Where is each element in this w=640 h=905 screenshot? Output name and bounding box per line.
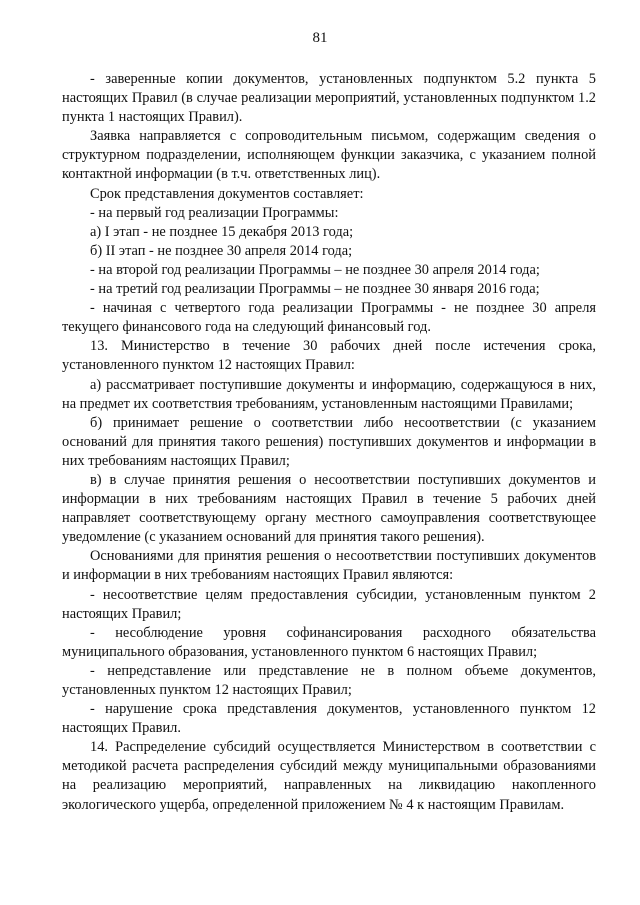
- list-item-year-1: - на первый год реализации Программы:: [90, 204, 339, 221]
- list-item-year-3: - на третий год реализации Программы – не позднее 30 января 2016 года;: [90, 281, 540, 298]
- paragraph-copies: - заверенные копии документов, установленных подпунктом 5.2 пункта 5 настоящих Правил (в случае реализации мероприятий, установленных подпунктом 1.2 пункта 1 настоящих Правил).: [62, 71, 596, 126]
- list-item-ground-1: - несоответствие целям предоставления субсидии, установленным пунктом 2 настоящих Правил;: [62, 586, 596, 622]
- list-item-ground-2: - несоблюдение уровня софинансирования расходного обязательства муниципального образования, установленного пунктом 6 настоящих Правил;: [62, 624, 596, 660]
- list-item-ground-3: - непредставление или представление не в полном объеме документов, установленных пунктом 12 настоящих Правил;: [62, 662, 596, 698]
- list-item-year-2: - на второй год реализации Программы – не позднее 30 апреля 2014 года;: [90, 261, 540, 278]
- paragraph-deadline-intro: Срок представления документов составляет:: [90, 185, 364, 202]
- paragraph-grounds: Основаниями для принятия решения о несоответствии поступивших документов и информации в них требованиям настоящих Правил являются:: [62, 548, 596, 584]
- list-item-stage-1: а) I этап - не позднее 15 декабря 2013 года;: [90, 223, 354, 240]
- list-item-13a: а) рассматривает поступившие документы и информацию, содержащуюся в них, на предмет их соответствия требованиям, установленным настоящими Правилами;: [62, 376, 596, 412]
- list-item-ground-4: - нарушение срока представления документов, установленного пунктом 12 настоящих Правил.: [62, 701, 596, 737]
- list-item-year-4: - начиная с четвертого года реализации Программы - не позднее 30 апреля текущего финансового года на следующий финансовый год.: [62, 300, 596, 336]
- page-number: 81: [312, 30, 328, 46]
- paragraph-application: Заявка направляется с сопроводительным письмом, содержащим сведения о структурном подразделении, исполняющем функции заказчика, с указанием полной контактной информации (в т.ч. ответственных лиц).: [62, 128, 596, 183]
- list-item-13c: в) в случае принятия решения о несоответствии поступивших документов и информации в них требованиям настоящих Правил в течение 5 рабочих дней направляет соответствующему органу местного самоуправления соответствующее уведомление (с указанием оснований для принятия такого решения).: [62, 471, 596, 546]
- list-item-13b: б) принимает решение о соответствии либо несоответствии (с указанием оснований для принятия такого решения) поступивших документов и информации в них требованиям настоящих Правил;: [62, 414, 596, 469]
- paragraph-section-14: 14. Распределение субсидий осуществляется Министерством в соответствии с методикой расчета распределения субсидий между муниципальными образованиями на реализацию мероприятий, направленных на ликвидацию накопленного экологического ущерба, определенной приложением № 4 к настоящим Правилам.: [62, 739, 596, 813]
- paragraph-section-13: 13. Министерство в течение 30 рабочих дней после истечения срока, установленного пунктом 12 настоящих Правил:: [62, 338, 596, 374]
- list-item-stage-2: б) II этап - не позднее 30 апреля 2014 года;: [90, 242, 353, 259]
- document-body: [62, 70, 596, 815]
